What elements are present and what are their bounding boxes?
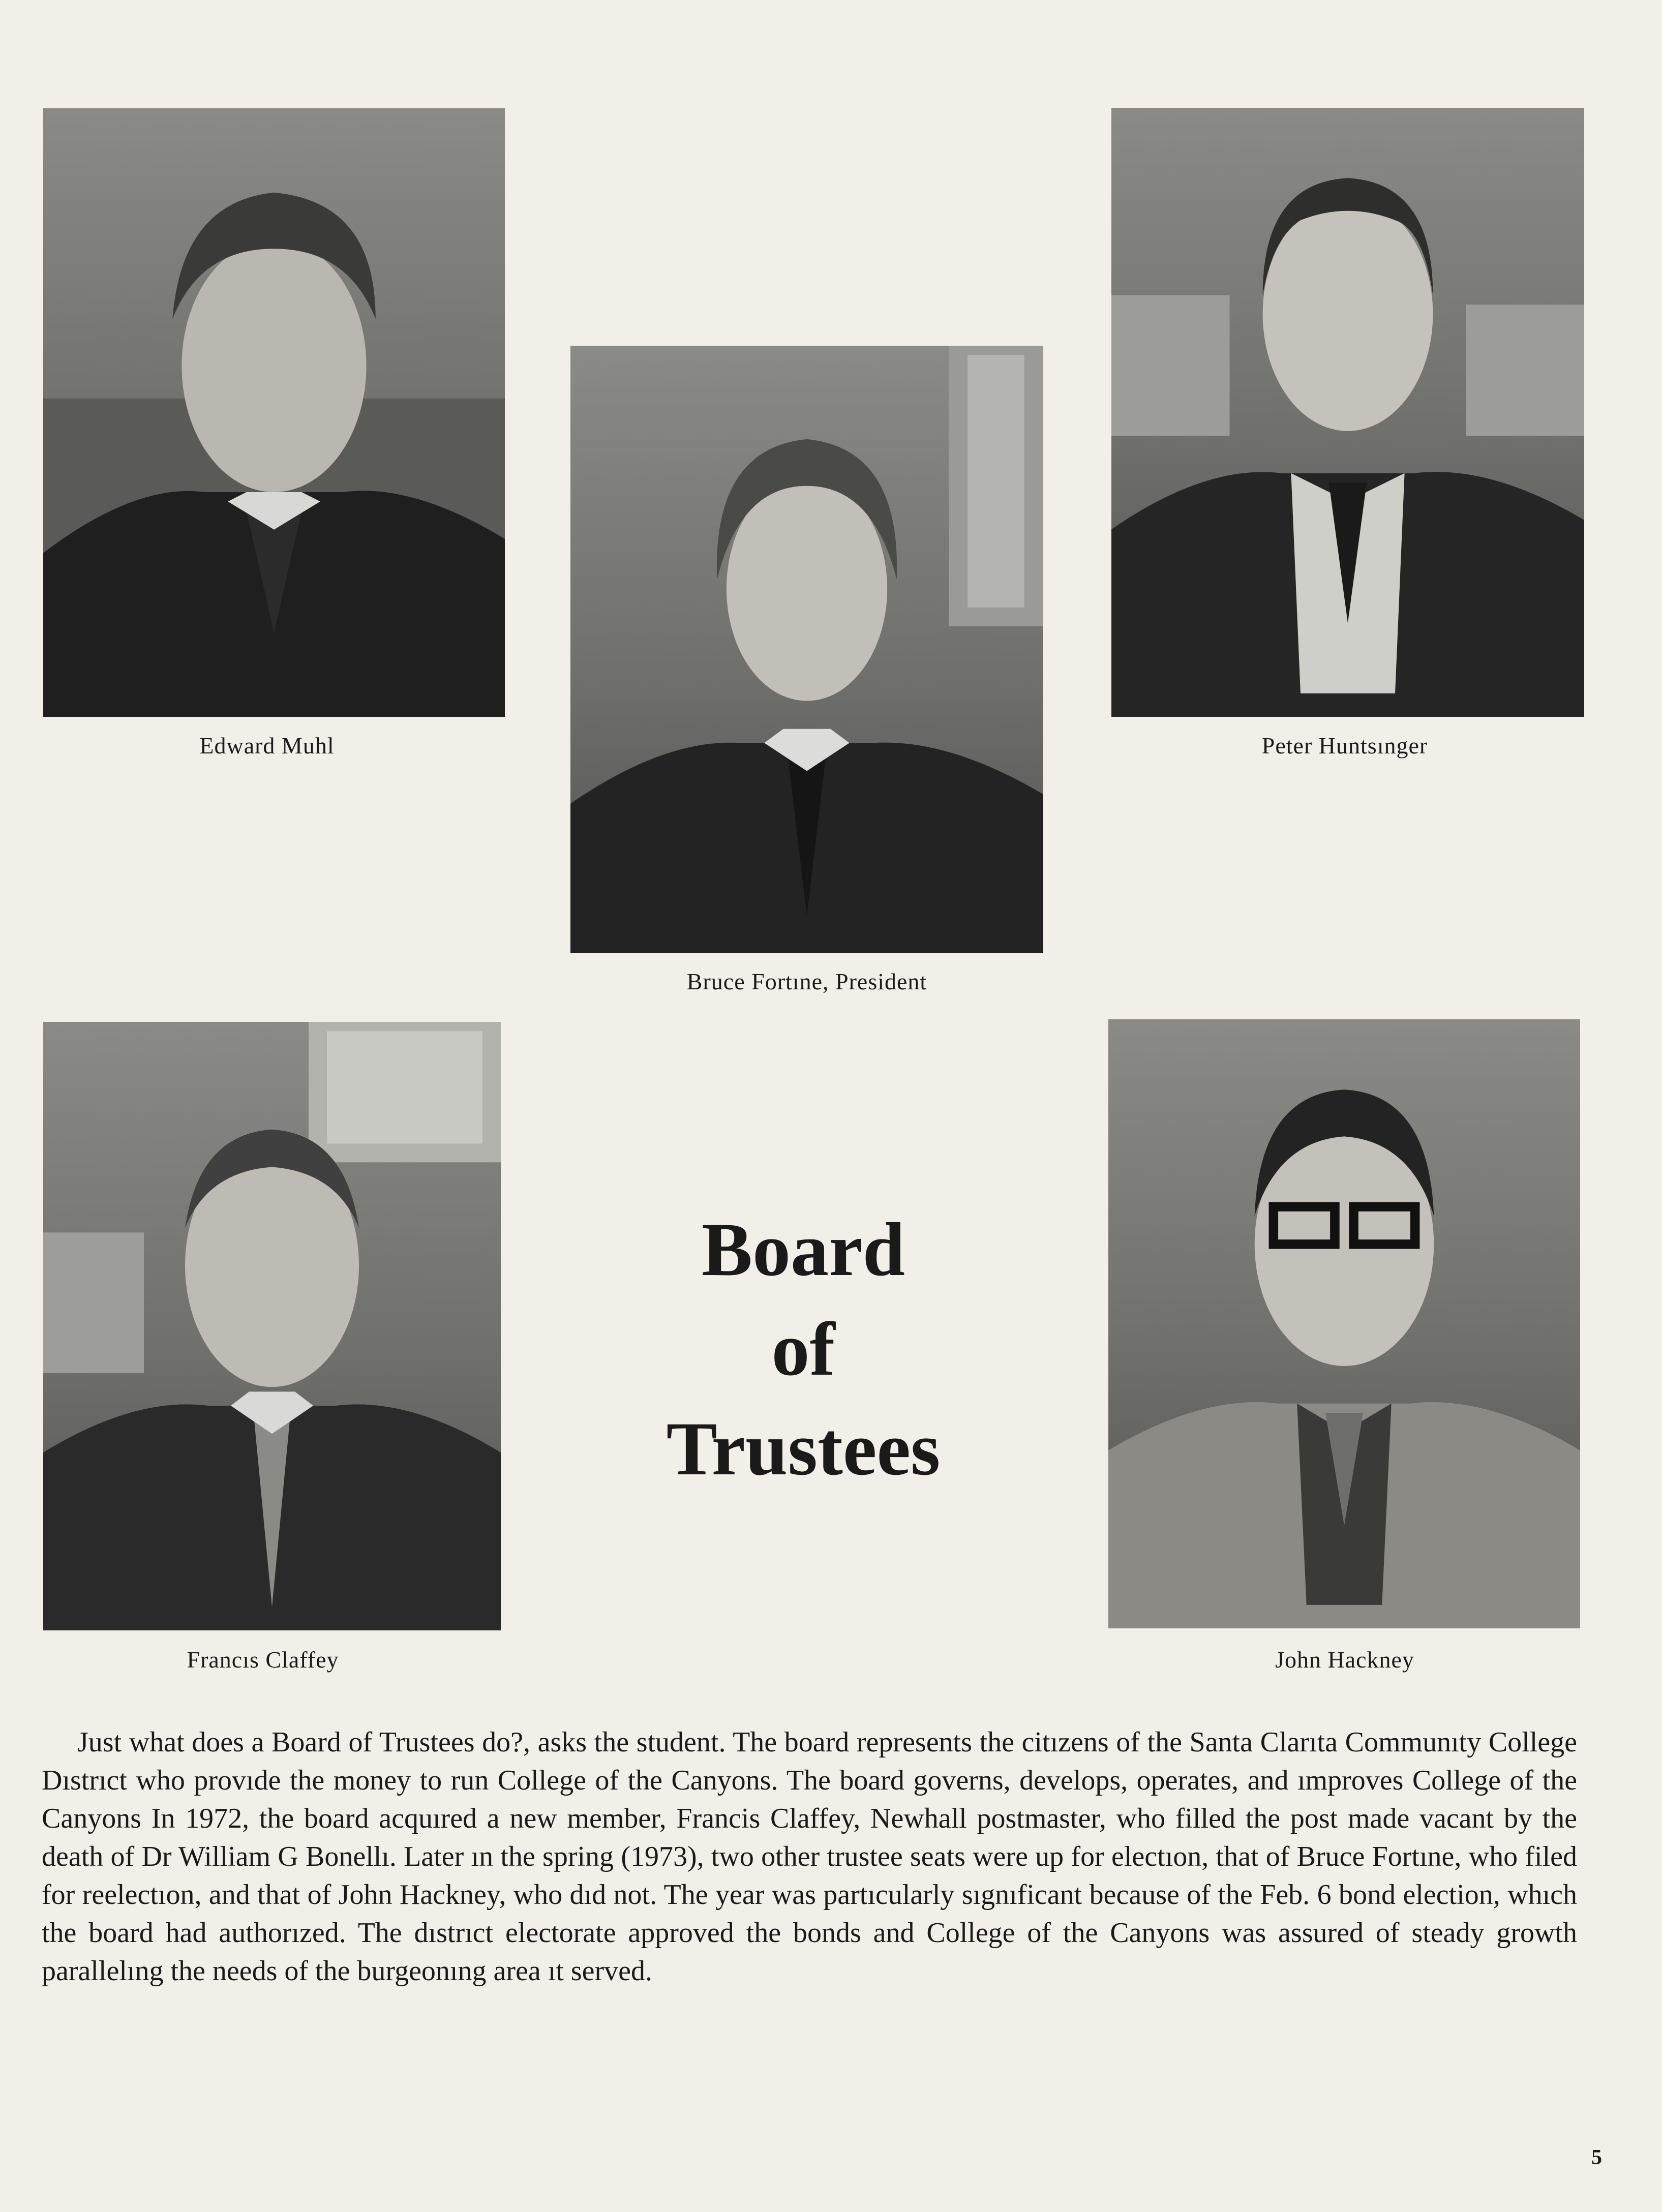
title-line-1: Board: [701, 1207, 905, 1292]
title-line-3: Trustees: [666, 1407, 941, 1491]
caption-francis-claffey: Francıs Claffey: [187, 1647, 339, 1673]
photo-peter-huntsinger: [1111, 108, 1584, 717]
photo-bruce-fortine: [570, 346, 1043, 953]
page-number: 5: [1591, 2146, 1602, 2169]
photo-francis-claffey: [43, 1022, 501, 1630]
caption-edward-muhl: Edward Muhl: [199, 733, 335, 759]
photo-john-hackney: [1108, 1019, 1580, 1628]
caption-john-hackney: John Hackney: [1275, 1647, 1414, 1673]
page-title: [600, 1200, 1007, 1499]
body-paragraph: Just what does a Board of Trustees do?, asks the student. The board represents the citızens of the Santa Clarıta Communıty College Dıstrıct who provıde the money to run College of the Canyons. The board governs, develops, operates, and ımproves College of the Canyons In 1972, the board acquıred a new member, Francis Claffey, Newhall postmaster, who filled the post made vacant by the death of Dr William G Bonellı. Later ın the spring (1973), two other trustee seats were up for electıon, that of Bruce Fortıne, who filed for reelectıon, and that of John Hackney, who dıd not. The year was partıcularly sıgnıficant because of the Feb. 6 bond election, whıch the board had authorızed. The dıstrıct electorate approved the bonds and College of the Canyons was assured of steady growth parallelıng the needs of the burgeonıng area ıt served.: [42, 1726, 1577, 1987]
caption-bruce-fortine: Bruce Fortıne, President: [686, 968, 927, 994]
caption-peter-huntsinger: Peter Huntsınger: [1261, 733, 1428, 759]
title-line-2: of: [771, 1307, 835, 1391]
photo-edward-muhl: [43, 108, 505, 717]
